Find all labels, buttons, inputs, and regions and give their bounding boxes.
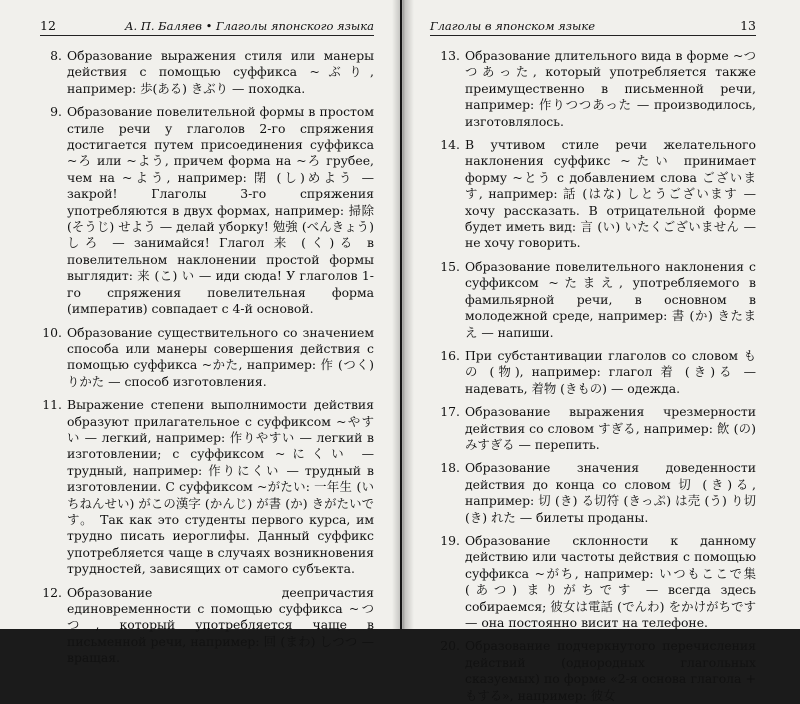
list-item [40,585,374,667]
list-item [430,638,756,704]
item-list [430,48,756,704]
running-title: А. П. Баляев • Глаголы японского языка [124,19,374,33]
item-number: 8. [50,48,62,63]
item-text: Образование повелительного наклонения с суффиксом ~たまえ, употребляемого в фамильярной речи, в основном в молодежной среде, например: 書 (か) きたまえ — напиши. [465,258,756,340]
item-text: Образование выражения стиля или манеры действия с помощью суффикса ~ぶり, например: 歩(ある) きぶり — походка. [67,48,374,96]
item-number: 15. [440,258,460,274]
list-item [430,259,756,341]
list-item [40,104,374,317]
running-title: Глаголы в японском языке [430,19,596,33]
item-text: При субстантивации глаголов со словом もの (物), например: глагол 着 (き)る — надевать, 着物 (きもの) — одежда. [465,347,756,396]
item-number: 12. [42,584,62,600]
list-item [40,48,374,97]
list-item [40,325,374,391]
list-item [430,48,756,130]
running-head [40,18,374,36]
item-text: В учтивом стиле речи желательного наклонения суффикс ~たい принимает форму ~とう с добавлением слова ございます, например: 話 (はな) しとうございます — хочу рассказать. В отрицательной форме будет иметь вид: 言 (い) いたくございません — не хочу говорить. [465,137,756,251]
item-number: 19. [440,532,460,548]
list-item [430,348,756,397]
list-item [430,404,756,453]
list-item [40,397,374,577]
running-head [430,18,756,36]
left-page [0,0,400,666]
item-text: Образование существительного со значением способа или манеры совершения действия с помощью суффикса ~かた, например: 作 (つく) りかた — способ изготовления. [67,324,374,389]
book-gutter-shadow [392,0,414,629]
item-text: Образование выражения чрезмерности действия со словом すぎる, например: 飲 (の) みすぎる — перепить. [465,404,756,452]
item-number: 11. [42,397,62,413]
item-text: Образование повелительной формы в простом стиле речи у глаголов 2-го спряжения достигается путем присоединения суффикса ~ろ или ~よう, причем форма на ~ろ грубее, чем на ~よう, например: 閉 (し)めよう — закрой! Глаголы 3-го спряжения употребляются в двух формах, например: 掃除 (そうじ) せよう — делай уборку! 勉強 (べんきょう) しろ — занимайся! Глагол 来 (く)る в повелительном наклонении простой формы выглядит: 来 (こ) い — иди сюда! У глаголов 1-го спряжения повелительная форма (императив) совпадает с 4-й основой. [67,104,374,317]
item-number: 16. [440,347,460,363]
item-list [40,48,374,667]
right-page [402,0,800,703]
item-number: 20. [440,638,460,654]
page-number: 12 [40,18,56,33]
item-text: Образование склонности к данному действию или частоты действия с помощью суффикса ~がち, например: いつもここで集 (あつ) まりがちです — всегда здесь собираемся; 彼女は電話 (でんわ) をかけがちです — она постоянно висит на телефоне. [465,532,756,630]
page-number: 13 [740,18,756,33]
item-number: 10. [42,324,62,340]
item-number: 17. [440,404,460,420]
item-text: Образование значения доведенности действия до конца со словом 切 (き)る, например: 切 (き) る切符 (きっぷ) は売 (う) り切 (き) れた — билеты проданы. [465,460,756,525]
item-number: 13. [440,48,460,63]
list-item [430,137,756,252]
item-number: 9. [50,104,62,120]
list-item [430,460,756,526]
item-text: Образование деепричастия единовременности с помощью суффикса ~つつ, который употребляется чаще в письменной речи, например: 回 (まわ) しつつ — вращая. [67,584,374,666]
item-text: Образование подчеркнутого перечисления действий (однородных глагольных сказуемых) по форме «2-я основа глагола + もする», например: 彼女 [465,638,756,703]
item-number: 18. [440,460,460,476]
item-text: Выражение степени выполнимости действия образуют прилагательное с суффиксом ~やすい — легкий, например: 作りやすい — легкий в изготовлении; с суффиксом ~にくい — трудный, например: 作りにくい — трудный в изготовлении. С суффиксом ~がたい: 一年生 (いちねんせい) がこの漢字 (かんじ) が書 (か) きがたいです。 Так как это студенты первого курса, им трудно писать иероглифы. Данный суффикс употребляется чаще в случаях возникновения трудностей, зависящих от самого субъекта. [67,397,374,577]
item-text: Образование длительного вида в форме ~つつあった, который употребляется также преимущественно в письменной речи, например: 作りつつあった — производилось, изготовлялось. [465,48,756,129]
item-number: 14. [440,137,460,153]
list-item [430,533,756,631]
